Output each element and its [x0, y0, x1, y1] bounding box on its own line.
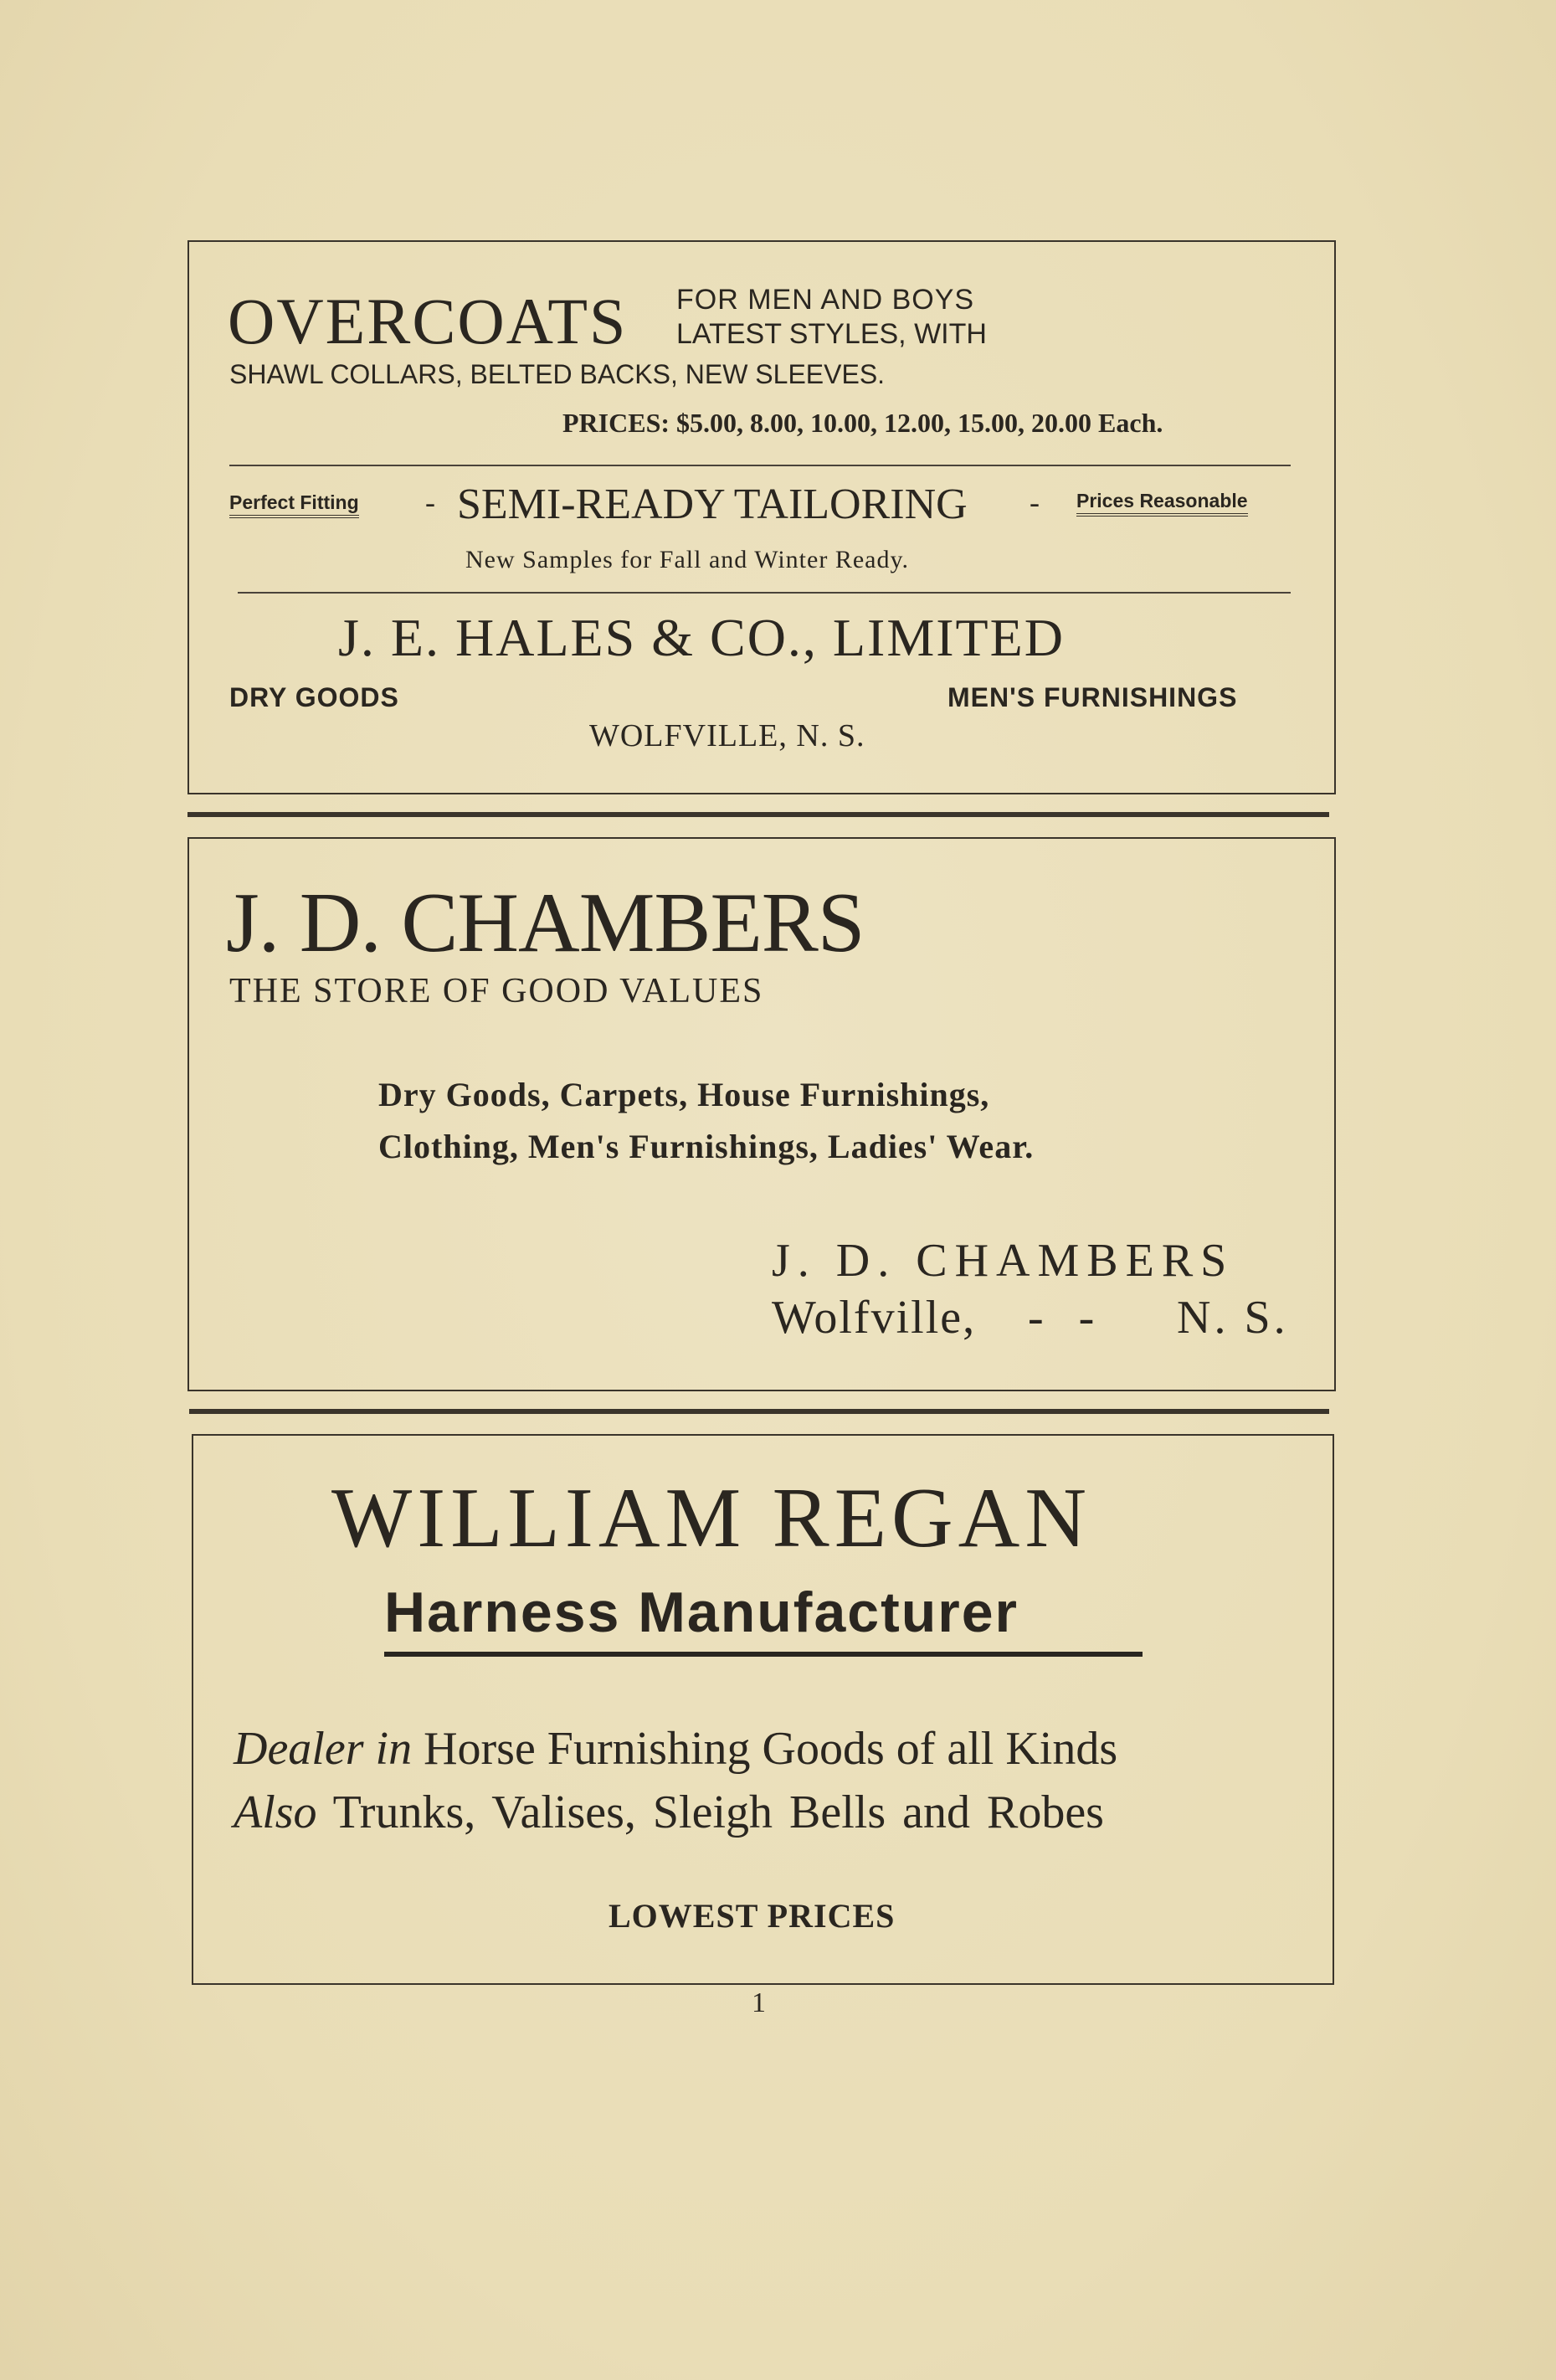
goods-line-1: Dry Goods, Carpets, House Furnishings,	[378, 1076, 990, 1113]
also-line	[234, 1786, 1104, 1839]
regan-advertisement	[192, 1434, 1334, 1985]
goods-line-2: Clothing, Men's Furnishings, Ladies' Wear.	[378, 1128, 1035, 1165]
also-goods-text: Trunks, Valises, Sleigh Bells and Robes	[332, 1786, 1104, 1838]
latest-styles-line: LATEST STYLES, WITH	[676, 318, 987, 350]
town-line: WOLFVILLE, N. S.	[589, 718, 865, 753]
dealer-goods-text: Horse Furnishing Goods of all Kinds	[424, 1723, 1118, 1775]
signature-town: Wolfville,	[772, 1292, 977, 1344]
separator-rule	[187, 812, 1329, 817]
hales-company-name: J. E. HALES & CO., LIMITED	[338, 608, 1065, 667]
semi-ready-heading: SEMI-READY TAILORING	[457, 481, 968, 528]
dash: -	[425, 486, 435, 519]
signature-dashes: - -	[1028, 1292, 1095, 1344]
dealer-line	[234, 1722, 1117, 1776]
signature-province: N. S.	[1177, 1292, 1289, 1344]
hales-advertisement	[187, 240, 1336, 794]
divider	[229, 465, 1291, 466]
chambers-heading: J. D. CHAMBERS	[226, 876, 865, 970]
lowest-prices-label: LOWEST PRICES	[609, 1897, 896, 1935]
dry-goods-label: DRY GOODS	[229, 682, 399, 712]
regan-trade: Harness Manufacturer	[384, 1581, 1019, 1644]
divider	[238, 592, 1291, 594]
separator-rule	[189, 1409, 1329, 1414]
chambers-tagline: THE STORE OF GOOD VALUES	[229, 972, 764, 1010]
chambers-signature-name: J. D. CHAMBERS	[772, 1235, 1235, 1287]
page-number: 1	[752, 1987, 766, 2018]
prices-line: PRICES: $5.00, 8.00, 10.00, 12.00, 15.00, 20.00 Each.	[562, 408, 1163, 438]
also-italic: Also	[234, 1786, 317, 1838]
collars-line: SHAWL COLLARS, BELTED BACKS, NEW SLEEVES.	[229, 359, 886, 389]
mens-furnishings-label: MEN'S FURNISHINGS	[947, 682, 1238, 712]
perfect-fitting-label: Perfect Fitting	[229, 491, 359, 518]
dash: -	[1030, 486, 1040, 519]
prices-reasonable-label: Prices Reasonable	[1076, 490, 1248, 517]
trade-underline	[384, 1652, 1143, 1657]
dealer-in-italic: Dealer in	[234, 1723, 413, 1775]
regan-heading: WILLIAM REGAN	[331, 1471, 1091, 1565]
for-men-line: FOR MEN AND BOYS	[676, 284, 975, 316]
overcoats-heading: OVERCOATS	[228, 285, 628, 357]
samples-line: New Samples for Fall and Winter Ready.	[465, 546, 910, 573]
chambers-advertisement	[187, 837, 1336, 1391]
